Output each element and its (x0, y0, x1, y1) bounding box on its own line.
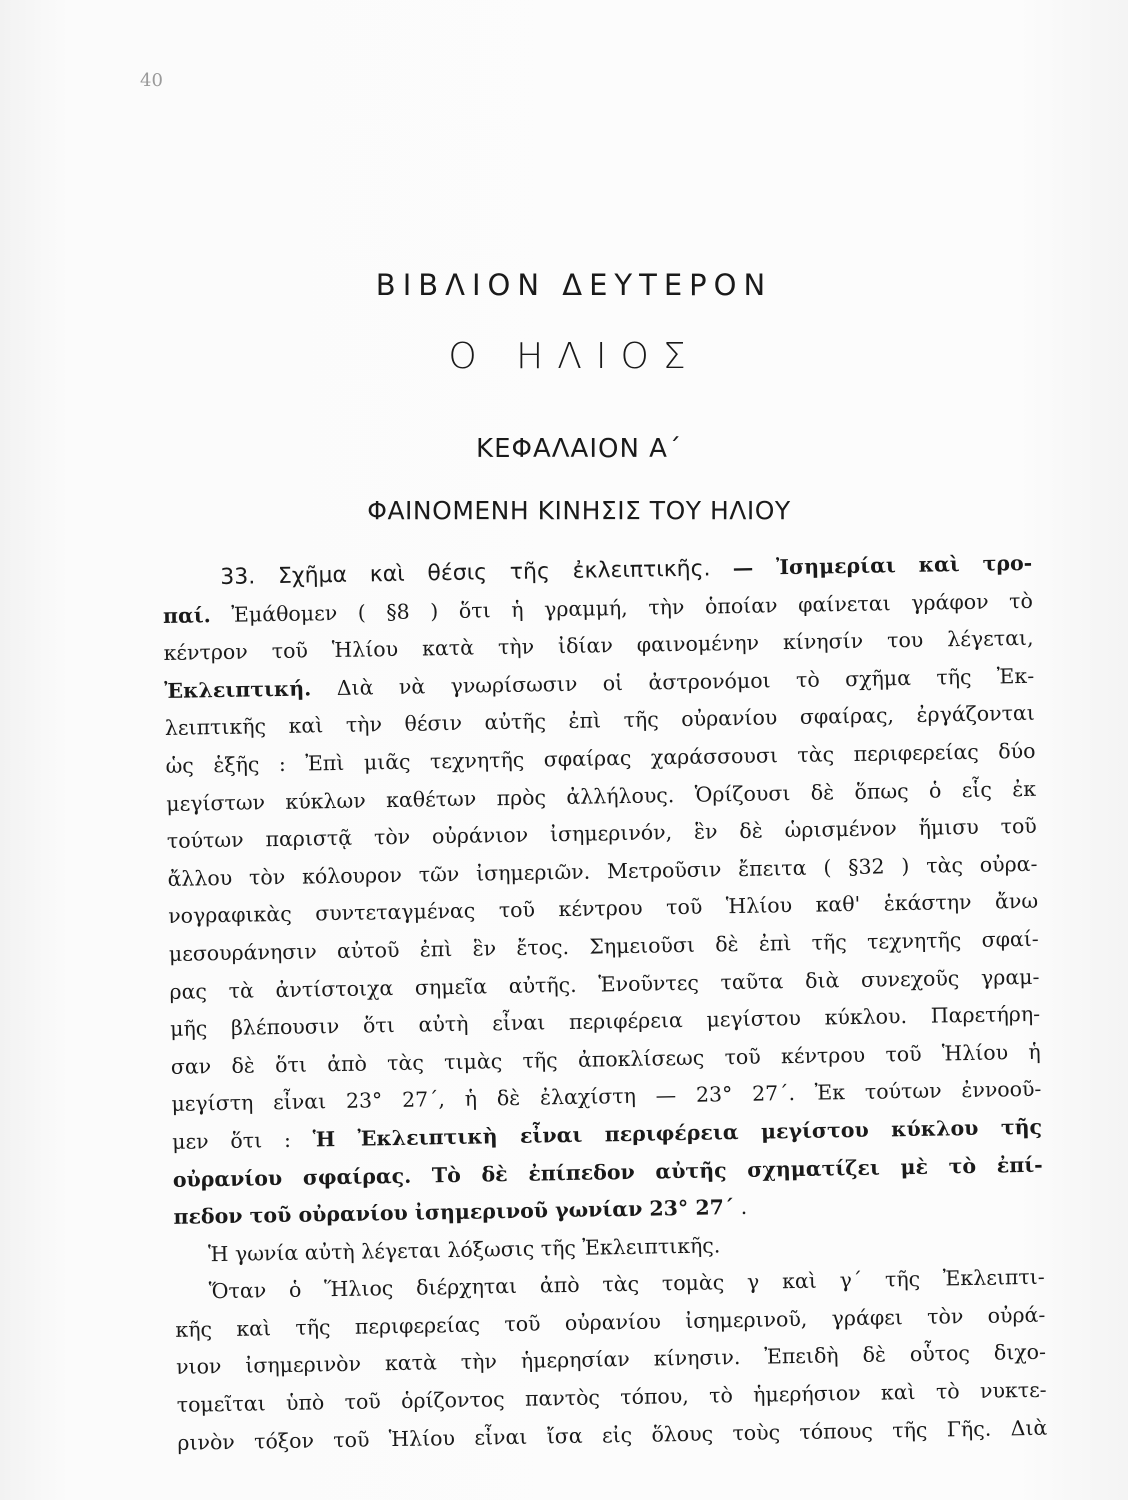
text-line: ρινὸν τόξον τοῦ Ἡλίου εἶναι ἴσα εἰς ὅλους τοὺς τόπους τῆς Γῆς. Διὰ (177, 1415, 1048, 1455)
text-line: Ὅταν ὁ Ἥλιος διέρχηται ἀπὸ τὰς τομὰς γ καὶ γ΄ τῆς Ἐκλειπτι- (208, 1264, 1045, 1304)
text-line: νιον ἰσημερινὸν κατὰ τὴν ἡμερησίαν κίνησιν. Ἐπειδὴ δὲ οὗτος διχο- (175, 1340, 1047, 1380)
text-line: κέντρον τοῦ Ἡλίου κατὰ τὴν ἰδίαν φαινομένην κίνησίν του λέγεται, (163, 625, 1034, 666)
text-line: σαν δὲ ὅτι ἀπὸ τὰς τιμὰς τῆς ἀποκλίσεως τοῦ κέντρου τοῦ Ἡλίου ἡ (170, 1039, 1041, 1079)
text-line: λειπτικῆς καὶ τὴν θέσιν αὐτῆς ἐπὶ τῆς οὐρανίου σφαίρας, ἐργάζονται (164, 701, 1036, 741)
text-line: Ἡ γωνία αὐτὴ λέγεται λόξωσις τῆς Ἐκλειπτικῆς. (207, 1233, 721, 1266)
bold-phrase: παί. (162, 602, 212, 628)
text-line: ρας τὰ ἀντίστοιχα σημεῖα αὐτῆς. Ἑνοῦντες ταῦτα διὰ συνεχοῦς γραμ- (169, 964, 1040, 1004)
text-line: ὡς ἑξῆς : Ἐπὶ μιᾶς τεχνητῆς σφαίρας χαράσσουσι τὰς περιφερείας δύο (165, 738, 1036, 778)
text-line: ἄλλου τὸν κόλουρον τῶν ἰσημεριῶν. Μετροῦσιν ἔπειτα ( §32 ) τὰς οὐρα- (167, 851, 1038, 891)
text-run: . (733, 1194, 748, 1220)
text-line: μεγίστων κύκλων καθέτων πρὸς ἀλλήλους. Ὁρίζουσι δὲ ὅπως ὁ εἷς ἐκ (166, 776, 1037, 816)
body-text (162, 545, 1048, 1462)
bold-phrase: Ἡ Ἐκλειπτικὴ εἶναι περιφέρεια μεγίστου κύκλου τῆς (312, 1114, 1043, 1152)
book-title: ΒΙΒΛΙΟΝ ΔΕΥΤΕΡΟΝ (375, 268, 773, 302)
section-lead: 33. Σχῆμα καὶ θέσις τῆς ἐκλειπτικῆς. (220, 556, 711, 590)
text-line: τομεῖται ὑπὸ τοῦ ὁρίζοντος παντὸς τόπου, τὸ ἡμερήσιον καὶ τὸ νυκτε- (176, 1377, 1047, 1417)
section-title: ΦΑΙΝΟΜΕΝΗ ΚΙΝΗΣΙΣ ΤΟΥ ΗΛΙΟΥ (367, 496, 791, 525)
bleed-through-texture: ​ ​ ​ ​ ​ ​ (1028, 124, 1032, 329)
text-line: μεγίστη εἶναι 23° 27΄, ἡ δὲ ἐλαχίστη — 23° 27΄. Ἐκ τούτων ἐννοοῦ- (171, 1077, 1042, 1117)
text-line: μῆς βλέπουσιν ὅτι αὐτὴ εἶναι περιφέρεια μεγίστου κύκλου. Παρετήρη- (169, 1001, 1041, 1042)
text-run: Διὰ νὰ γνωρίσωσιν οἱ ἀστρονόμοι τὸ σχῆμα τῆς Ἐκ- (311, 663, 1035, 701)
bold-phrase: πεδον τοῦ οὐρανίου ἰσημερινοῦ γωνίαν 23° 27΄ (173, 1195, 735, 1229)
text-line: νογραφικὰς συντεταγμένας τοῦ κέντρου τοῦ Ἡλίου καθ' ἑκάστην ἄνω (168, 889, 1039, 929)
bold-phrase: — Ἰσημερίαι καὶ τρο- (732, 550, 1033, 581)
text-run: μεν ὅτι : (171, 1127, 313, 1154)
part-title: Ο ΗΛΙΟΣ (448, 336, 700, 377)
text-line: μεσουράνησιν αὐτοῦ ἐπὶ ἓν ἔτος. Σημειοῦσι δὲ ἐπὶ τῆς τεχνητῆς σφαί- (168, 926, 1039, 966)
text-run: Ἐμάθομεν ( §8 ) ὅτι ἡ γραμμή, τὴν ὁποίαν φαίνεται γράφον τὸ (210, 588, 1034, 627)
text-line: οὐρανίου σφαίρας. Τὸ δὲ ἐπίπεδον αὐτῆς σχηματίζει μὲ τὸ ἐπί- (172, 1152, 1043, 1192)
bold-phrase: Ἐκλειπτική. (164, 676, 312, 703)
text-line: κῆς καὶ τῆς περιφερείας τοῦ οὐρανίου ἰσημερινοῦ, γράφει τὸν οὐρά- (175, 1302, 1046, 1342)
text-line: τούτων παριστᾷ τὸν οὐράνιον ἰσημερινόν, ἓν δὲ ὡρισμένον ἥμισυ τοῦ (166, 813, 1037, 854)
chapter-title: ΚΕΦΑΛΑΙΟΝ Α΄ (476, 434, 682, 464)
page-number: 40 (140, 70, 163, 91)
